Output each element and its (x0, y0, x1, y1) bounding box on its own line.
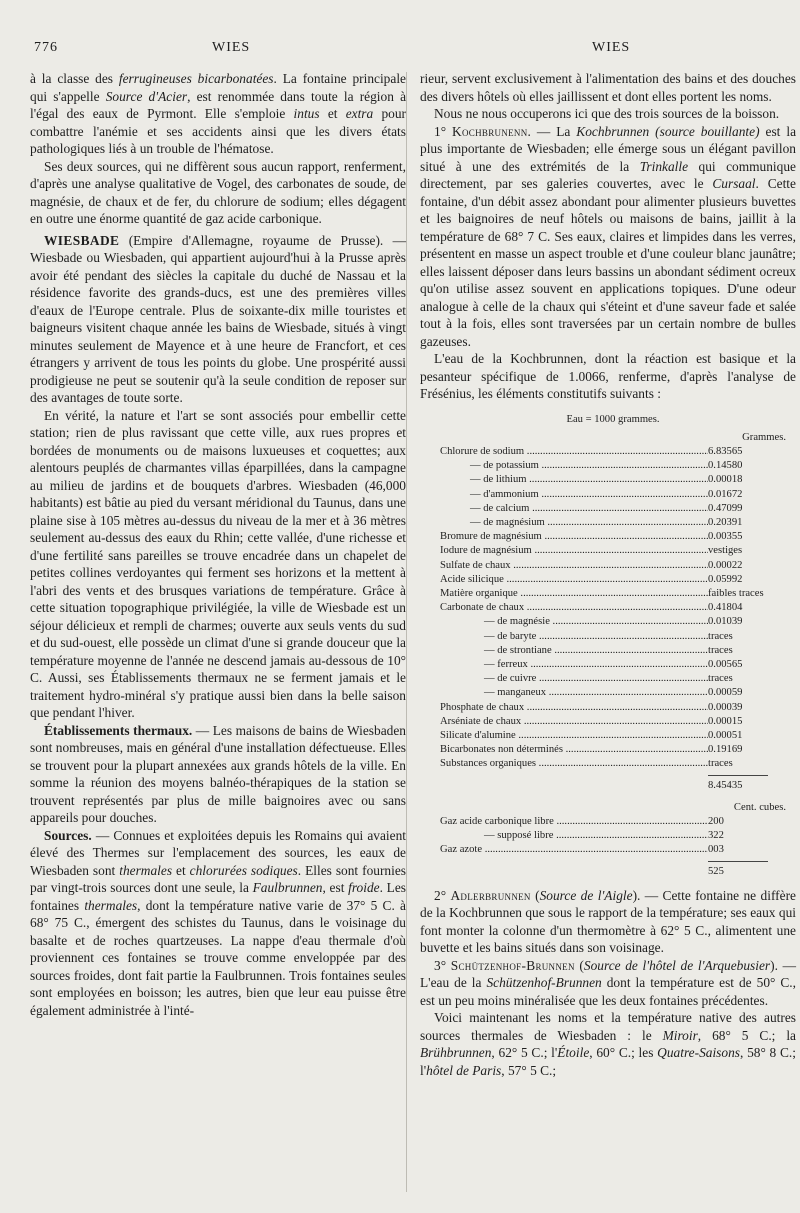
analysis-row (440, 644, 786, 658)
component-value: 0.41804 (708, 602, 743, 614)
page-number: 776 (34, 40, 58, 55)
running-title-right: WIES (592, 40, 631, 55)
component-value: faibles traces (708, 587, 764, 599)
analysis-row (440, 701, 786, 715)
component-name: — de magnésium ..... (440, 516, 708, 530)
analysis-row (440, 630, 786, 644)
analysis-total: 8.45435 (708, 779, 743, 791)
component-value: 0.01039 (708, 616, 743, 628)
component-value: 0.20391 (708, 516, 743, 528)
section-heading: Sources. (44, 827, 92, 843)
paragraph: L'eau de la Kochbrunnen, dont la réaction est basique et la pesanteur spécifique de 1.0066, renferme, d'après l'analyse de Frésénius, les éléments constitutifs suivants : (420, 351, 796, 401)
component-name: Phosphate de chaux ..... (440, 701, 708, 715)
component-name: Silicate d'alumine ..... (440, 729, 708, 743)
analysis-row (440, 559, 786, 573)
component-name: Chlorure de sodium ..... (440, 445, 708, 459)
paragraph: Établissements thermaux. — Les maisons de bains de Wiesbaden sont nombreuses, mais en général d'une installation défectueuse. Elles se trouvent pour la plupart annexées aux grands hôtels de la ville. En somme la réunion des moyens balnéo-thérapiques de la station se trouvent représentés par plus de mille baignoires avec ou sans appareils pour douches. (30, 722, 406, 825)
analysis-row (440, 829, 786, 843)
component-name: Iodure de magnésium ..... (440, 544, 708, 558)
component-value: 0.19169 (708, 744, 743, 756)
component-value: 0.00051 (708, 729, 743, 741)
analysis-row (440, 544, 786, 558)
component-value: 0.00059 (708, 687, 743, 699)
article-wiesbade: WIESBADE (Empire d'Allemagne, royaume de Prusse). — Wiesbade ou Wiesbaden, qui appartient aujourd'hui à la Prusse après avoir été pendant des siècles la capitale du duché de Nassau et la résidence favorite des grands-ducs, est une des premières villes d'eaux de l'Europe centrale. Plus de soixante-dix mille touristes et baigneurs visitent chaque année les bains de Wiesbade, situés à vingt minutes seulement de Mayence et à une heure de Francfort, et ces étrangers y arrivent de tous les points du globe. Une prospérité aussi prodigieuse ne peut se soutenir qu'à la seule condition de reposer sur des avantages de toute sorte. (30, 232, 406, 405)
component-name: Matière organique ..... (440, 587, 708, 601)
component-value: traces (708, 630, 733, 642)
component-name: Acide silicique ..... (440, 573, 708, 587)
analysis-unit: Grammes. (742, 431, 786, 443)
component-name: — d'ammonium ..... (440, 488, 708, 502)
analysis-row (440, 488, 786, 502)
component-value: 0.14580 (708, 460, 743, 472)
component-name: — de strontiane ..... (440, 644, 708, 658)
component-name: — de magnésie ..... (440, 615, 708, 629)
analysis-row (440, 459, 786, 473)
component-value: traces (708, 644, 733, 656)
analysis-row (440, 686, 786, 700)
paragraph: Sources. — Connues et exploitées depuis les Romains qui avaient élevé des Thermes sur l'emplacement des sources, les eaux de Wiesbaden sont thermales et chlorurées sodiques. Elles sont fournies par vingt-trois sources dont une seule, la Faulbrunnen, est froide. Les fontaines thermales, dont la température native varie de 37° 5 C. à 68° 75 C., émergent des schistes du Taunus, dans le voisinage du basalte et de roches quartzeuses. La nappe d'eau thermale d'où proviennent ces fontaines se trouve comme enveloppée par des sources froides, dont fait partie la Faulbrunnen. Trois fontaines seules sont employées en boisson; les autres, bien que leur eau puisse être également administrée à l'inté- (30, 827, 407, 1018)
component-value: 6.83565 (708, 445, 743, 457)
component-value: 0.00039 (708, 701, 743, 713)
analysis-row (440, 516, 786, 530)
component-value: 0.00565 (708, 658, 743, 670)
analysis-row (440, 715, 786, 729)
analysis-row (440, 445, 786, 459)
component-name: — de potassium ..... (440, 459, 708, 473)
paragraph: rieur, servent exclusivement à l'alimentation des bains et des douches des divers hôtels où elles jaillissent et dont elles portent les noms. (420, 71, 796, 104)
analysis-row (440, 843, 786, 857)
component-name: — de baryte ..... (440, 630, 708, 644)
component-name: Bicarbonates non déterminés ..... (440, 743, 708, 757)
analysis-row (440, 530, 786, 544)
component-value: 0.00355 (708, 531, 743, 543)
component-name: Substances organiques ..... (440, 757, 708, 771)
component-value: 003 (708, 844, 724, 856)
gas-rows (440, 815, 786, 858)
component-value: 0.05992 (708, 573, 743, 585)
paragraph: 2° Adlerbrunnen (Source de l'Aigle). — Cette fontaine ne diffère de la Kochbrunnen que sous le rapport de la température; ses eaux qui font monter la colonne d'un thermomètre à 62° 5 C., alimentent une buvette et les bains situés dans son voisinage. (420, 887, 796, 956)
section-heading: Établissements thermaux. (44, 722, 193, 738)
paragraph: à la classe des ferrugineuses bicarbonatées. La fontaine principale qui s'appelle Source d'Acier, est renommée dans toute la région à l'égal des eaux de Pyrmont. Elle s'emploie intus et extra pour combattre l'anémie et ses accidents ainsi que les divers états pathologiques liés à un trouble de l'hématose. (30, 71, 407, 156)
sum-rule (708, 775, 768, 776)
analysis-row (440, 587, 786, 601)
component-value: 0.00015 (708, 715, 743, 727)
analysis-row (440, 573, 786, 587)
paragraph: Nous ne nous occuperons ici que des trois sources de la boisson. (434, 106, 780, 121)
component-name: Gaz acide carbonique libre ..... (440, 815, 708, 829)
analysis-row (440, 743, 786, 757)
analysis-table (440, 413, 786, 879)
component-value: 322 (708, 830, 724, 842)
gas-total: 525 (708, 865, 724, 877)
component-name: Gaz azote ..... (440, 843, 708, 857)
analysis-title: Eau = 1000 grammes. (566, 413, 660, 425)
right-column (420, 70, 796, 1079)
paragraph: 1° Kochbrunenn. — La Kochbrunnen (source bouillante) est la plus importante de Wiesbaden; elle émerge sous un élégant pavillon situé à une des extrémités de la Trinkalle qui communique directement, par ses galeries couvertes, avec le Cursaal. Cette fontaine, d'un débit assez abondant pour alimenter plusieurs buvettes et les baignoires de neuf hôtels ou maisons de bains, jaillit à la température de 68° 7 C. Ses eaux, claires et limpides dans les verres, présentent en masse un aspect trouble et d'une couleur blanc jaunâtre; elles laissent déposer dans leurs bassins un abondant sédiment ocreux qu'on utilise assez souvent en applications topiques. D'une odeur analogue à celle de la chaux qui s'éteint et d'une saveur fade et salée tout à la fois, elles sont traversées par un certain nombre de bulles gazeuses. (420, 123, 797, 349)
column-rule (406, 72, 407, 1192)
component-name: Bromure de magnésium ..... (440, 530, 708, 544)
paragraph: Ses deux sources, qui ne diffèrent sous aucun rapport, renferment, d'après une analyse qualitative de Vogel, des carbonates de soude, de magnésie, de chaux et de fer, du chlorure de sodium; elles dégagent en outre une énorme quantité de gaz acide carbonique. (30, 158, 406, 226)
analysis-row (440, 729, 786, 743)
gas-unit: Cent. cubes. (733, 801, 786, 813)
component-name: Arséniate de chaux ..... (440, 715, 708, 729)
component-value: vestiges (708, 545, 743, 557)
analysis-row (440, 672, 786, 686)
component-value: traces (708, 673, 733, 685)
paragraph: En vérité, la nature et l'art se sont associés pour embellir cette station; rien de plus ravissant que cette ville, aux rues propres et bordées de monuments ou de maisons luxueuses et coquettes; aux alentours peuplés de charmantes villas éparpillées, dans la campagne au milieu de jardins et de bouquets d'arbres. Wiesbaden (46,000 habitants) est bâtie au pied du versant méridional du Taunus, dans une plaine sise à 105 mètres au-dessus du niveau de la mer et à 36 mètres seulement au-dessus des eaux du Rhin; cette vallée, d'une richesse et d'une fertilité sans pareilles se trouve encadrée dans un chapelet de petites collines verdoyantes qui ferment ses horizons et la mettent à l'abri des vents et des brusques variations de température. Grâce à cette situation topographique privilégiée, la ville de Wiesbade est un séjour délicieux et rempli de charmes; ouverte aux seuls vents du sud et du sud-ouest, elle possède un climat d'une si grande douceur que la température moyenne de l'année ne descend jamais au-dessous de 10° C. Aussi, ses Établissements thermaux ne se ferment jamais et le traitement hydro-minéral s'y pratique aussi bien dans la belle saison que pendant l'hiver. (30, 407, 406, 720)
analysis-row (440, 757, 786, 771)
analysis-row (440, 615, 786, 629)
component-name: — de cuivre ..... (440, 672, 708, 686)
component-value: 0.00018 (708, 474, 743, 486)
running-title-left: WIES (212, 40, 251, 55)
paragraph: Voici maintenant les noms et la température native des autres sources thermales de Wiesbaden : le Miroir, 68° 5 C.; la Brühbrunnen, 62° 5 C.; l'Étoile, 60° C.; les Quatre-Saisons, 58° 8 C.; l'hôtel de Paris, 57° 5 C.; (420, 1010, 797, 1078)
analysis-row (440, 658, 786, 672)
component-name: Sulfate de chaux ..... (440, 559, 708, 573)
component-name: — de calcium ..... (440, 502, 708, 516)
component-value: 0.00022 (708, 559, 743, 571)
analysis-row (440, 473, 786, 487)
component-name: — manganeux ..... (440, 686, 708, 700)
component-name: Carbonate de chaux ..... (440, 601, 708, 615)
analysis-row (440, 502, 786, 516)
component-name: — de lithium ..... (440, 473, 708, 487)
component-value: 200 (708, 815, 724, 827)
left-column (30, 70, 406, 1019)
sum-rule (708, 861, 768, 862)
component-value: 0.47099 (708, 502, 743, 514)
paragraph: 3° Schützenhof-Brunnen (Source de l'hôtel de l'Arquebusier). — L'eau de la Schützenhof-Brunnen dont la température est de 50° C., est un peu moins minéralisée que les deux fontaines précédentes. (420, 957, 796, 1008)
analysis-row (440, 601, 786, 615)
component-name: — ferreux ..... (440, 658, 708, 672)
analysis-row (440, 815, 786, 829)
component-name: — supposé libre ..... (440, 829, 708, 843)
analysis-rows (440, 445, 786, 772)
entry-heading: WIESBADE (44, 232, 120, 248)
component-value: traces (708, 758, 733, 770)
component-value: 0.01672 (708, 488, 743, 500)
